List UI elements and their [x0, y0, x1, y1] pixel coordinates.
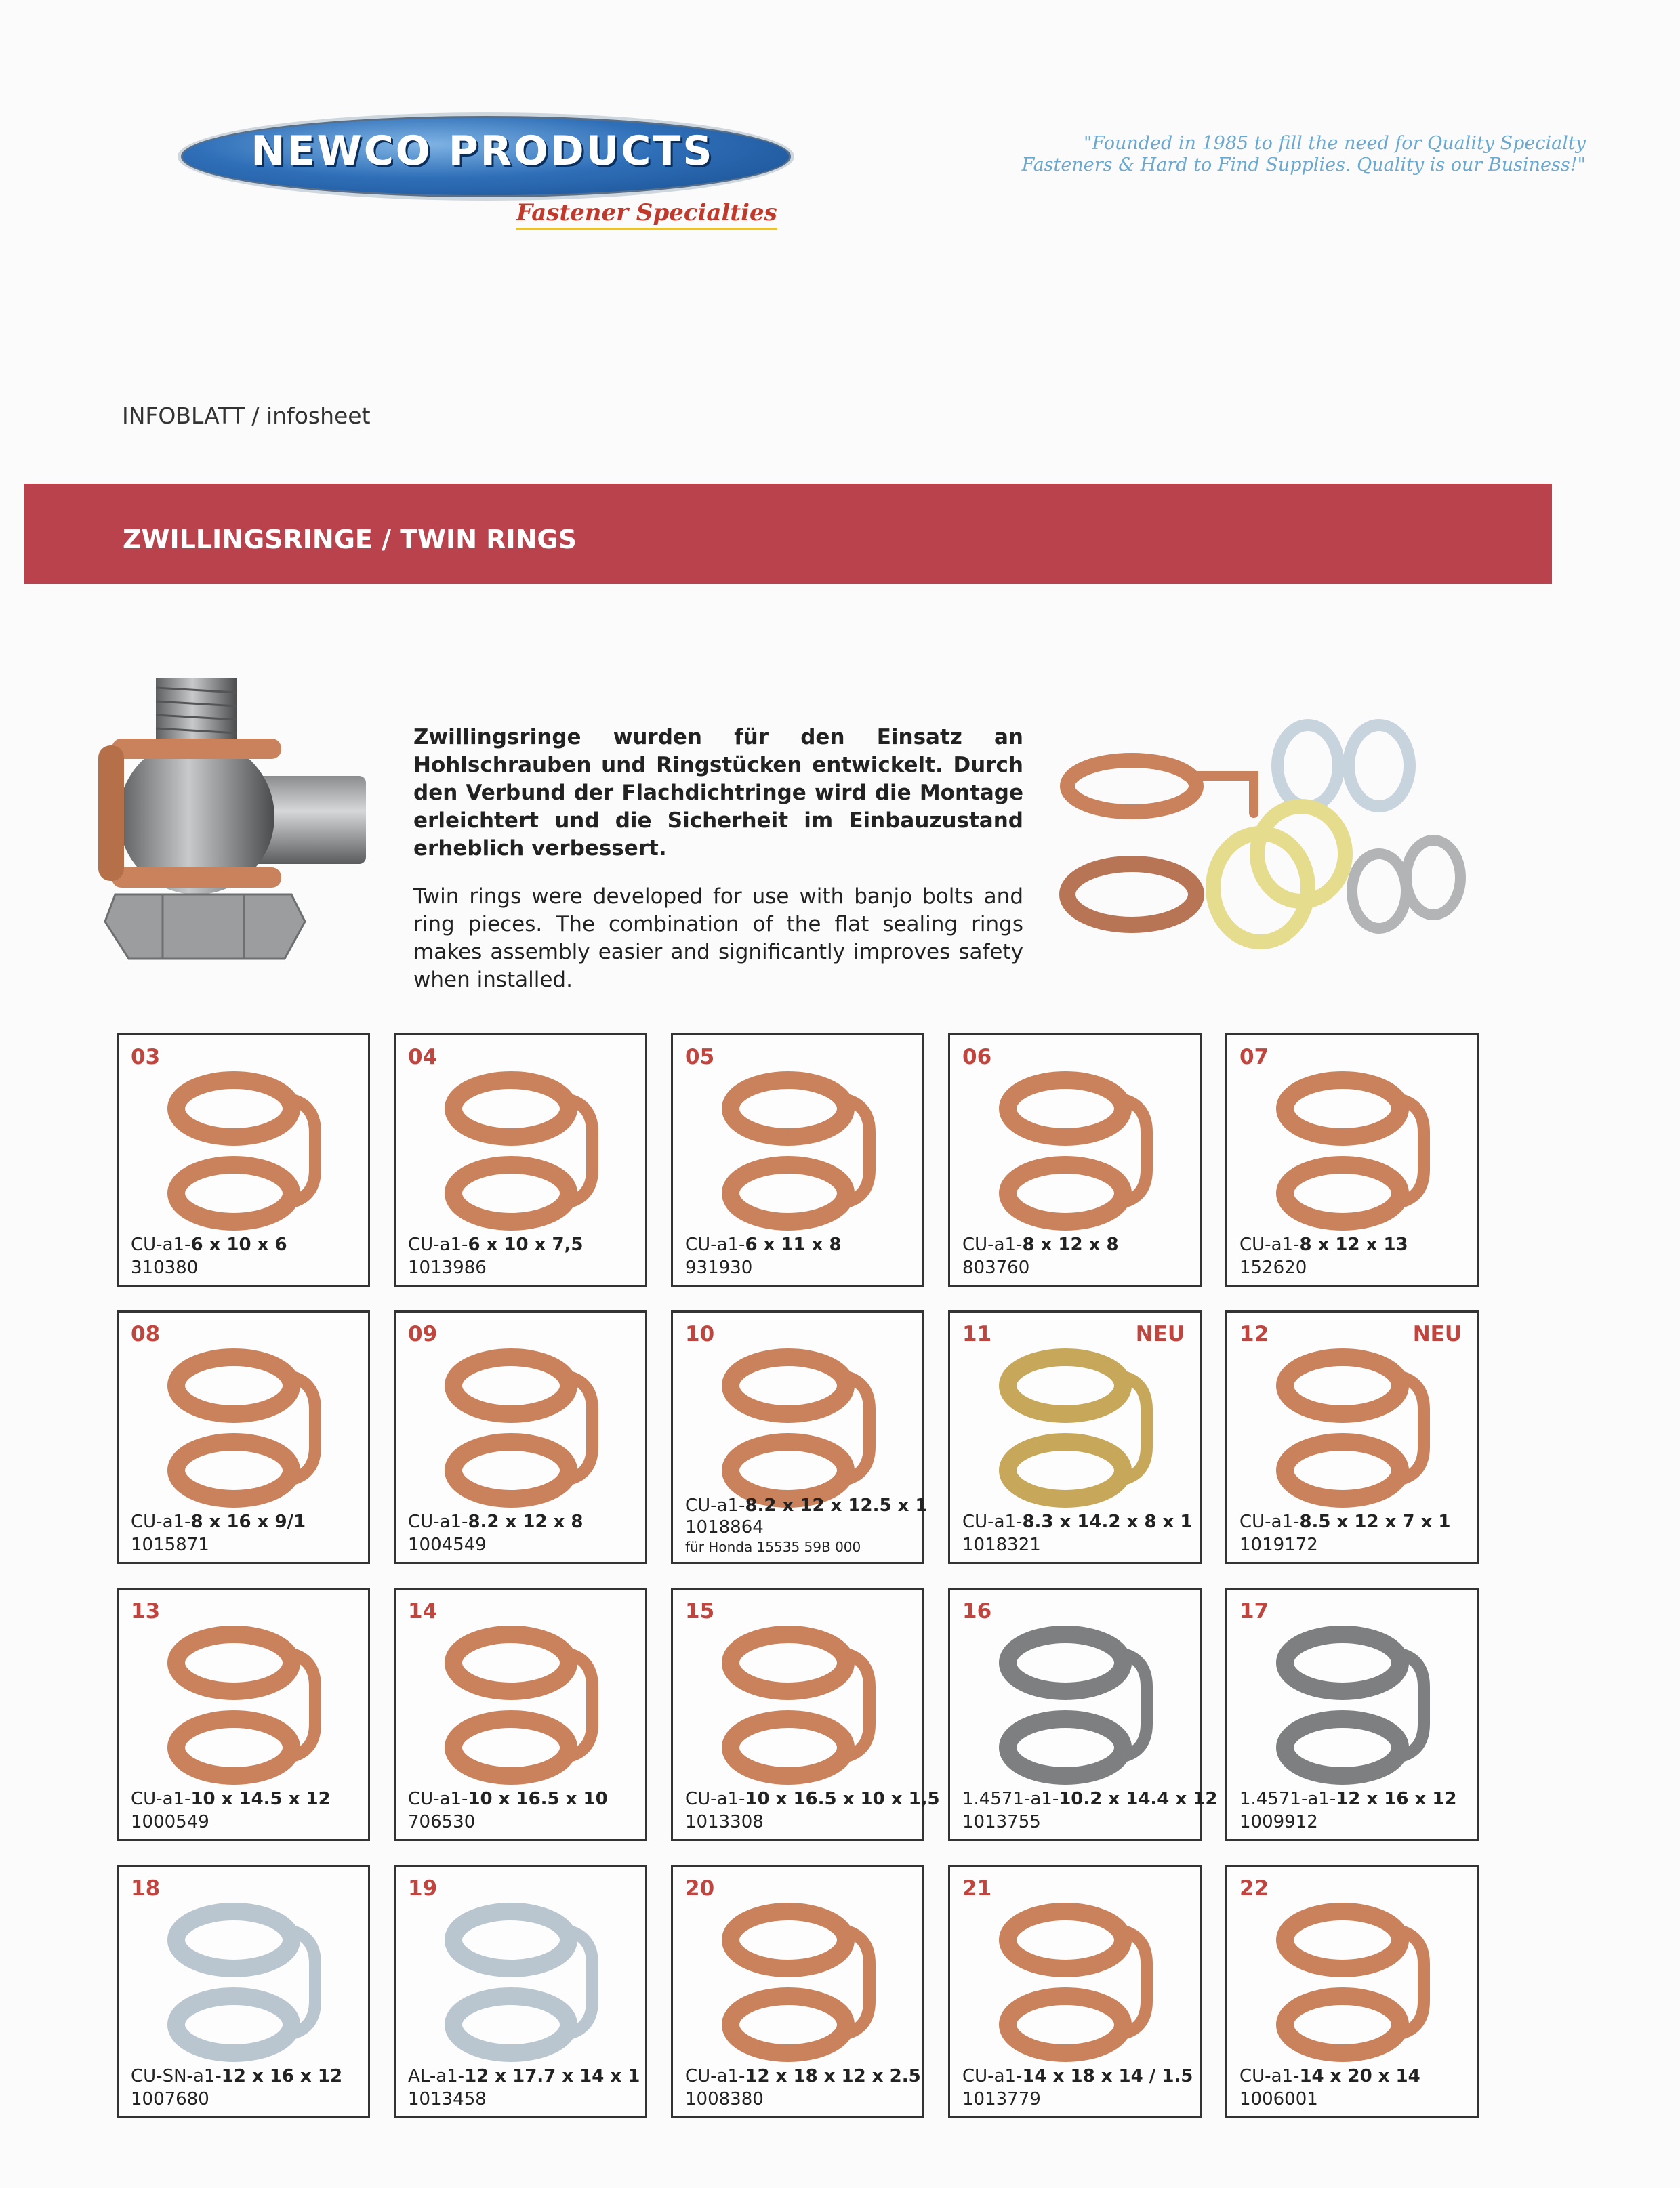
- code-prefix: 1.4571-a1-: [1239, 1789, 1336, 1809]
- twin-ring-image: [991, 1622, 1167, 1792]
- twin-ring-image: [436, 1622, 613, 1792]
- lower-ring: [453, 1719, 569, 1776]
- product-number: 16: [962, 1599, 992, 1624]
- product-code: [131, 1235, 287, 1255]
- article-number: 1007680: [131, 2089, 209, 2109]
- code-prefix: CU-a1-: [408, 1512, 468, 1532]
- lower-ring: [176, 1719, 291, 1776]
- twin-ring-image: [1268, 1622, 1444, 1792]
- code-prefix: CU-a1-: [962, 2066, 1023, 2086]
- product-number: 18: [131, 1876, 161, 1901]
- code-prefix: CU-a1-: [1239, 1235, 1300, 1255]
- code-prefix: CU-a1-: [962, 1235, 1023, 1255]
- code-dims: 14 x 18 x 14 / 1.5: [1022, 2066, 1193, 2086]
- code-dims: 8.2 x 12 x 12.5 x 1: [745, 1495, 928, 1516]
- product-card-16: [948, 1588, 1218, 1841]
- product-card-08: [117, 1310, 370, 1564]
- product-card-22: [1225, 1865, 1479, 2118]
- upper-ring: [1285, 1634, 1400, 1691]
- product-card-12: [1225, 1310, 1479, 1564]
- upper-ring: [453, 1080, 569, 1137]
- lower-ring: [1285, 1442, 1400, 1499]
- code-dims: 8 x 12 x 8: [1022, 1235, 1119, 1255]
- product-code: [408, 2066, 640, 2086]
- lower-ring: [176, 1996, 291, 2053]
- lower-ring: [176, 1165, 291, 1222]
- product-card-11: [948, 1310, 1202, 1564]
- upper-ring: [1008, 1357, 1123, 1414]
- product-code: [1239, 1789, 1457, 1809]
- product-card-07: [1225, 1033, 1479, 1287]
- article-number: 1015871: [131, 1535, 209, 1555]
- product-code: [408, 1789, 608, 1809]
- product-card-21: [948, 1865, 1202, 2118]
- product-code: [962, 1512, 1192, 1532]
- code-dims: 6 x 10 x 7,5: [468, 1235, 583, 1255]
- product-code: [131, 2066, 342, 2086]
- product-code: [408, 1235, 583, 1255]
- product-number: 21: [962, 1876, 992, 1901]
- code-prefix: AL-a1-: [408, 2066, 465, 2086]
- product-card-13: [117, 1588, 370, 1841]
- lower-ring: [453, 1442, 569, 1499]
- code-prefix: CU-a1-: [408, 1235, 468, 1255]
- product-code: [685, 1495, 928, 1516]
- upper-ring: [453, 1357, 569, 1414]
- product-code: [1239, 2066, 1420, 2086]
- product-card-04: [394, 1033, 647, 1287]
- slogan-line-1: "Founded in 1985 to fill the need for Quality Specialty: [1084, 133, 1586, 154]
- intro-text: [413, 724, 1023, 994]
- product-card-18: [117, 1865, 370, 2118]
- code-dims: 14 x 20 x 14: [1299, 2066, 1420, 2086]
- twin-ring-image: [159, 1068, 335, 1237]
- logo-text: NEWCO PRODUCTS: [251, 127, 714, 175]
- code-dims: 6 x 11 x 8: [745, 1235, 842, 1255]
- article-number: 1018321: [962, 1535, 1041, 1555]
- lower-ring: [1285, 1996, 1400, 2053]
- code-dims: 8.5 x 12 x 7 x 1: [1299, 1512, 1451, 1532]
- code-prefix: CU-a1-: [1239, 1512, 1300, 1532]
- product-code: [1239, 1235, 1408, 1255]
- twin-ring-image: [991, 1899, 1167, 2069]
- page-title: ZWILLINGSRINGE / TWIN RINGS: [123, 524, 577, 554]
- upper-ring: [176, 1912, 291, 1968]
- lower-ring: [1285, 1719, 1400, 1776]
- code-dims: 8 x 12 x 13: [1299, 1235, 1408, 1255]
- upper-ring: [731, 1080, 846, 1137]
- article-number: 310380: [131, 1258, 199, 1278]
- code-dims: 8.2 x 12 x 8: [468, 1512, 583, 1532]
- product-code: [685, 1235, 842, 1255]
- code-prefix: 1.4571-a1-: [962, 1789, 1059, 1809]
- product-number: 09: [408, 1322, 438, 1346]
- article-number: 931930: [685, 1258, 753, 1278]
- infosheet-label: INFOBLATT / infosheet: [122, 402, 371, 429]
- product-code: [962, 1789, 1217, 1809]
- code-prefix: CU-a1-: [685, 1495, 745, 1516]
- upper-ring: [176, 1634, 291, 1691]
- lower-ring: [1285, 1165, 1400, 1222]
- logo-subtitle: Fastener Specialties: [516, 199, 777, 230]
- upper-ring: [176, 1080, 291, 1137]
- code-dims: 10 x 14.5 x 12: [190, 1789, 331, 1809]
- product-card-19: [394, 1865, 647, 2118]
- code-dims: 10 x 16.5 x 10: [468, 1789, 608, 1809]
- product-code: [962, 2066, 1193, 2086]
- code-dims: 12 x 17.7 x 14 x 1: [464, 2066, 640, 2086]
- code-prefix: CU-a1-: [685, 1235, 745, 1255]
- twin-ring-image: [991, 1068, 1167, 1237]
- product-note: für Honda 15535 59B 000: [685, 1539, 861, 1555]
- article-number: 1018864: [685, 1517, 764, 1537]
- twin-ring-image: [1268, 1345, 1444, 1514]
- upper-ring: [453, 1634, 569, 1691]
- article-number: 706530: [408, 1812, 476, 1832]
- product-card-14: [394, 1588, 647, 1841]
- product-number: 12: [1239, 1322, 1269, 1346]
- lower-ring: [176, 1442, 291, 1499]
- twin-rings-group-illustration: [1057, 711, 1477, 983]
- product-number: 19: [408, 1876, 438, 1901]
- twin-ring-image: [159, 1622, 335, 1792]
- lower-ring: [1008, 1719, 1123, 1776]
- company-slogan: [935, 133, 1586, 176]
- product-number: 03: [131, 1045, 161, 1069]
- product-number: 20: [685, 1876, 715, 1901]
- product-card-15: [671, 1588, 940, 1841]
- new-badge: NEU: [1135, 1322, 1185, 1346]
- twin-ring-image: [159, 1899, 335, 2069]
- slogan-line-2: Fasteners & Hard to Find Supplies. Quality is our Business!": [1021, 154, 1586, 176]
- twin-ring-image: [1268, 1899, 1444, 2069]
- product-code: [1239, 1512, 1450, 1532]
- intro-german: Zwillingsringe wurden für den Einsatz an Hohlschrauben und Ringstücken entwickelt. Durch den Verbund der Flachdichtringe wird die Montage erleichtert und die Sicherheit im Einbauzustand erheblich verbessert.: [413, 725, 1023, 861]
- twin-ring-image: [436, 1068, 613, 1237]
- product-code: [962, 1235, 1119, 1255]
- lower-ring: [731, 1996, 846, 2053]
- twin-ring-image: [714, 1622, 890, 1792]
- upper-ring: [731, 1912, 846, 1968]
- product-card-17: [1225, 1588, 1479, 1841]
- twin-ring-image: [159, 1345, 335, 1514]
- new-badge: NEU: [1412, 1322, 1462, 1346]
- code-prefix: CU-a1-: [685, 1789, 745, 1809]
- product-number: 04: [408, 1045, 438, 1069]
- lower-ring: [731, 1719, 846, 1776]
- upper-ring: [731, 1357, 846, 1414]
- product-number: 11: [962, 1322, 992, 1346]
- code-dims: 12 x 16 x 12: [221, 2066, 343, 2086]
- product-code: [408, 1512, 583, 1532]
- twin-ring-image: [991, 1345, 1167, 1514]
- upper-ring: [1008, 1912, 1123, 1968]
- code-dims: 12 x 16 x 12: [1336, 1789, 1457, 1809]
- lower-ring: [731, 1165, 846, 1222]
- product-card-05: [671, 1033, 924, 1287]
- banjo-bolt-illustration: [88, 671, 400, 969]
- product-code: [685, 1789, 940, 1809]
- code-prefix: CU-SN-a1-: [131, 2066, 222, 2086]
- code-dims: 12 x 18 x 12 x 2.5: [745, 2066, 921, 2086]
- upper-ring: [453, 1912, 569, 1968]
- twin-ring-image: [714, 1345, 890, 1514]
- code-dims: 10.2 x 14.4 x 12: [1059, 1789, 1218, 1809]
- company-logo: [178, 112, 787, 248]
- code-prefix: CU-a1-: [408, 1789, 468, 1809]
- code-prefix: CU-a1-: [1239, 2066, 1300, 2086]
- product-card-09: [394, 1310, 647, 1564]
- upper-ring: [1008, 1634, 1123, 1691]
- product-number: 17: [1239, 1599, 1269, 1624]
- product-code: [685, 2066, 921, 2086]
- product-number: 06: [962, 1045, 992, 1069]
- product-number: 10: [685, 1322, 715, 1346]
- code-dims: 6 x 10 x 6: [190, 1235, 287, 1255]
- lower-ring: [453, 1996, 569, 2053]
- product-code: [131, 1512, 306, 1532]
- article-number: 1013986: [408, 1258, 487, 1278]
- product-number: 08: [131, 1322, 161, 1346]
- product-card-20: [671, 1865, 924, 2118]
- upper-ring: [176, 1357, 291, 1414]
- lower-ring: [731, 1442, 846, 1499]
- lower-ring: [453, 1165, 569, 1222]
- article-number: 1008380: [685, 2089, 764, 2109]
- article-number: 152620: [1239, 1258, 1307, 1278]
- code-dims: 8.3 x 14.2 x 8 x 1: [1022, 1512, 1193, 1532]
- product-number: 15: [685, 1599, 715, 1624]
- product-card-10: [671, 1310, 928, 1564]
- article-number: 1013755: [962, 1812, 1041, 1832]
- code-prefix: CU-a1-: [131, 1789, 191, 1809]
- article-number: 1009912: [1239, 1812, 1318, 1832]
- upper-ring: [1008, 1080, 1123, 1137]
- lower-ring: [1008, 1442, 1123, 1499]
- twin-ring-image: [436, 1899, 613, 2069]
- code-prefix: CU-a1-: [131, 1512, 191, 1532]
- article-number: 1019172: [1239, 1535, 1318, 1555]
- product-card-06: [948, 1033, 1202, 1287]
- upper-ring: [731, 1634, 846, 1691]
- lower-ring: [1008, 1996, 1123, 2053]
- product-number: 07: [1239, 1045, 1269, 1069]
- product-number: 05: [685, 1045, 715, 1069]
- product-number: 13: [131, 1599, 161, 1624]
- title-banner: [24, 484, 1552, 584]
- upper-ring: [1285, 1912, 1400, 1968]
- code-prefix: CU-a1-: [962, 1512, 1023, 1532]
- article-number: 1013779: [962, 2089, 1041, 2109]
- lower-ring: [1008, 1165, 1123, 1222]
- article-number: 1013308: [685, 1812, 764, 1832]
- upper-ring: [1285, 1080, 1400, 1137]
- code-dims: 10 x 16.5 x 10 x 1,5: [745, 1789, 940, 1809]
- product-number: 22: [1239, 1876, 1269, 1901]
- intro-english: Twin rings were developed for use with banjo bolts and ring pieces. The combination of the flat sealing rings makes assembly easier and significantly improves safety when installed.: [413, 884, 1023, 992]
- code-prefix: CU-a1-: [131, 1235, 191, 1255]
- twin-ring-image: [436, 1345, 613, 1514]
- article-number: 1004549: [408, 1535, 487, 1555]
- article-number: 1013458: [408, 2089, 487, 2109]
- code-prefix: CU-a1-: [685, 2066, 745, 2086]
- product-code: [131, 1789, 331, 1809]
- product-number: 14: [408, 1599, 438, 1624]
- upper-ring: [1285, 1357, 1400, 1414]
- article-number: 1006001: [1239, 2089, 1318, 2109]
- twin-ring-image: [714, 1899, 890, 2069]
- article-number: 1000549: [131, 1812, 209, 1832]
- product-card-03: [117, 1033, 370, 1287]
- twin-ring-image: [714, 1068, 890, 1237]
- article-number: 803760: [962, 1258, 1030, 1278]
- code-dims: 8 x 16 x 9/1: [190, 1512, 306, 1532]
- twin-ring-image: [1268, 1068, 1444, 1237]
